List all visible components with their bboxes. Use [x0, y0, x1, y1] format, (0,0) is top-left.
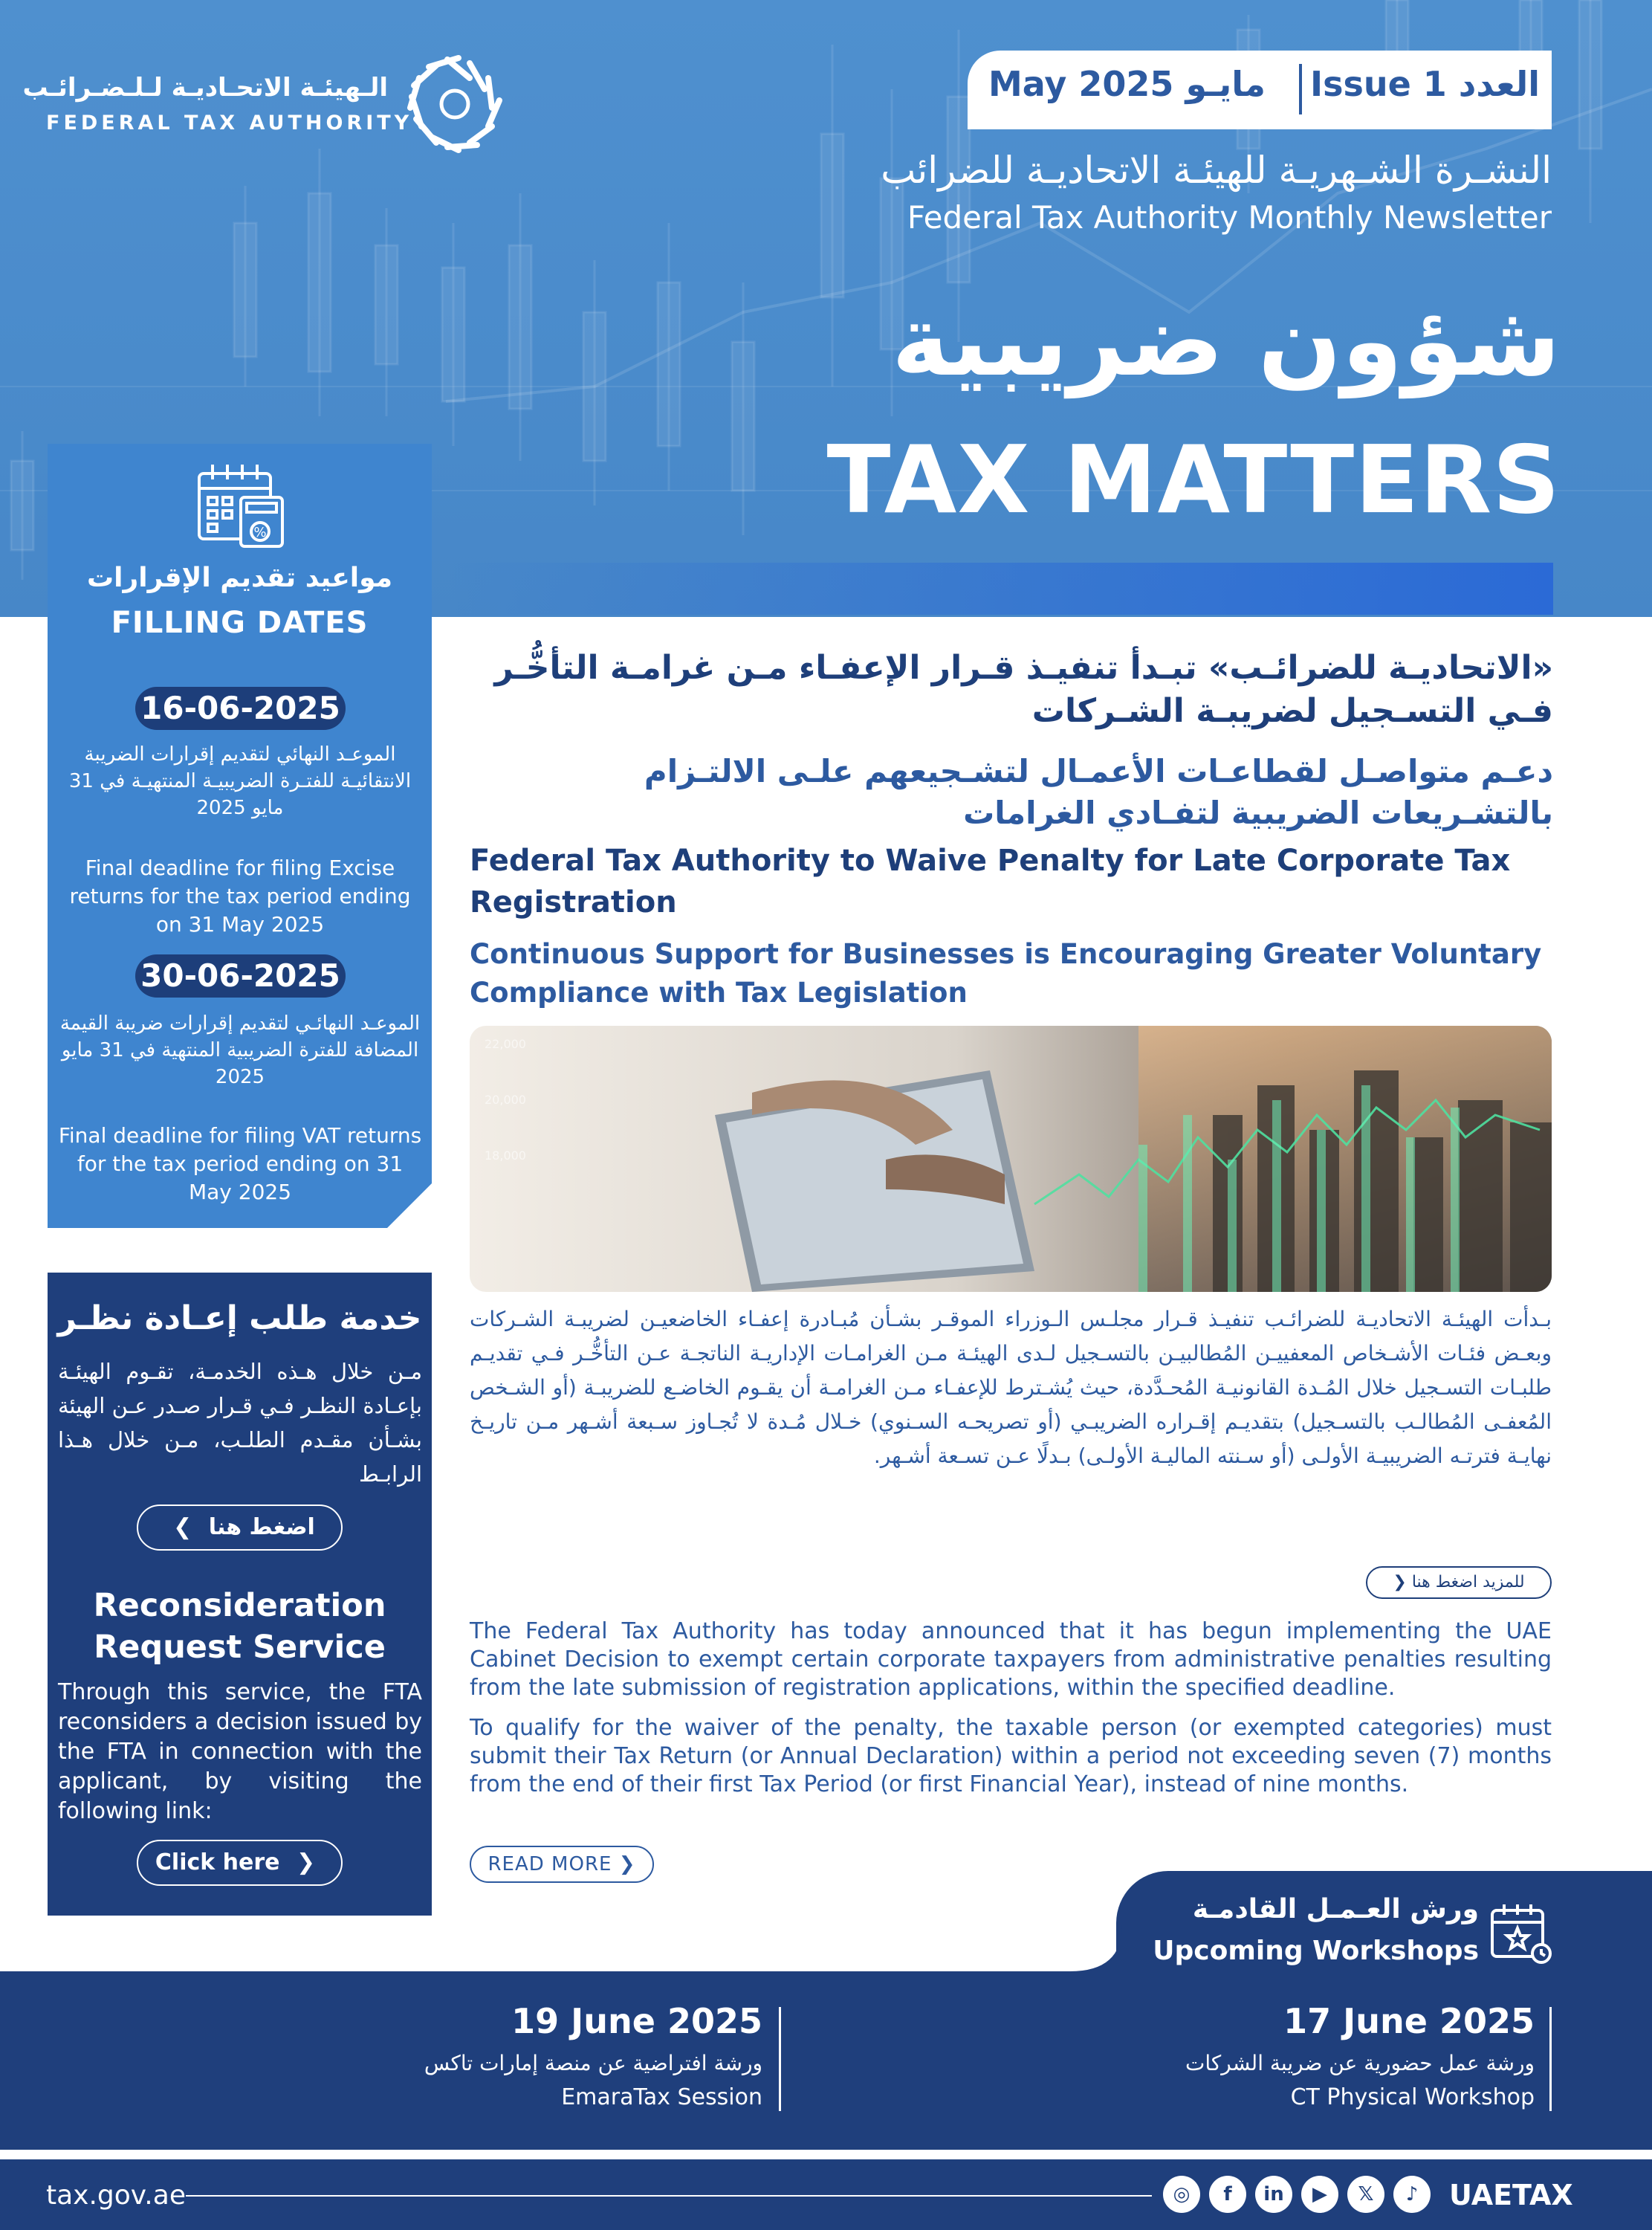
reconsideration-body-ar: مـن خلال هـذه الخدمـة، تقـوم الهيئـة بإعـادة النظـر فـي قـرار صـدر عـن الهيئة بشـأن مقـدم الطلـب، مـن خلال هـذا الرابـط: [58, 1359, 422, 1487]
chevron-left-icon: ❮: [173, 1514, 192, 1540]
reconsideration-title-ar: خدمة طلب إعـادة نظـر: [57, 1299, 422, 1337]
filing-text-en: Final deadline for filing Excise returns for the tax period ending on 31 May 2025: [69, 856, 411, 937]
issue-divider: [1299, 64, 1302, 114]
workshop-text-en: CT Physical Workshop: [1290, 2084, 1535, 2110]
article-body-en: The Federal Tax Authority has today announced that it has begun implementing the UAE Cabinet Decision to exempt certain corporate taxpayers from administrative penalties resulting from the late submission of registration applications, within the specified deadline.: [470, 1618, 1552, 1701]
workshop-text-en: EmaraTax Session: [561, 2084, 762, 2110]
x-icon[interactable]: 𝕏: [1347, 2176, 1384, 2213]
calendar-star-icon: [1488, 1900, 1555, 1967]
filing-date-badge: 30-06-2025: [135, 954, 346, 998]
workshop-text-ar: ورشة افتراضية عن منصة إمارات تاكس: [424, 2051, 762, 2075]
filing-dates-panel: [48, 444, 432, 1228]
calendar-calculator-icon: [195, 460, 287, 549]
tablet-finance-image: [470, 1026, 1552, 1292]
button-label-en: Click here: [155, 1849, 280, 1875]
newsletter-subtitle-en: Federal Tax Authority Monthly Newsletter: [907, 199, 1552, 236]
chevron-left-icon: ❮: [1393, 1573, 1407, 1591]
workshops-title-en: Upcoming Workshops: [1153, 1936, 1479, 1966]
click-here-ar-button[interactable]: [137, 1505, 343, 1551]
read-more-button[interactable]: [470, 1846, 654, 1883]
footer-rule: [186, 2195, 1152, 2197]
article-body-ar: بـدأت الهيئـة الاتحاديـة للضرائـب تنفيـذ قـرار مجلـس الـوزراء الموقـر بشـأن مُبـادرة إعفـاء الخاضعيـن لضريبـة الشـركات وبعـض فئـات الأشـخاص المعفييـن المُطالبيـن بالتسـجيل لـدى الهيئـة مـن الغرامـات الإداريـة الناتجـة عـن التأخُّـر فـي تقديـم طلبـات التسـجيل خلال المُـدة القانونيـة المُحـدَّدة، حيث يُشـترط للإعفـاء مـن الغرامـة أن يقـوم الخاضـع للضريبـة (أو الشـخص المُعفـى المُطالـب بالتسـجيل) بتقديـم إقـراره الضريبـي (أو تصريحـه السـنوي) خـلال مُـدة لا تُجـاوز سـبعة أشـهر مـن تاريـخ نهايـة فترتـه الضريبيـة الأولـى (أو سـنته الماليـة الأولـى) بـدلًا عـن تسـعة أشـهر.: [470, 1307, 1552, 1468]
workshop-date: 19 June 2025: [511, 2001, 762, 2041]
workshop-divider: [779, 2007, 781, 2111]
svg-text:%: %: [253, 525, 267, 540]
issue-number: العدد Issue 1: [1309, 64, 1540, 104]
article-photo: [470, 1026, 1552, 1292]
workshops-title-ar: ورش العـمـل القادمـة: [1192, 1894, 1479, 1924]
subheadline-en: Continuous Support for Businesses is Encouraging Greater Voluntary Compliance with Tax Legislation: [470, 938, 1542, 1009]
instagram-icon[interactable]: ◎: [1163, 2176, 1200, 2213]
newsletter-subtitle-ar: النشـرة الشـهريـة للهيئـة الاتحاديـة للضرائب: [881, 149, 1552, 192]
filing-title-en: FILLING DATES: [111, 606, 369, 640]
headline-ar: «الاتحاديـة للضرائـب» تبـدأ تنفيـذ قـرار الإعفـاء مـن غرامـة التأخُّـر فـي التسـجيل لضريبـة الشـركات: [494, 649, 1553, 730]
tiktok-icon[interactable]: ♪: [1393, 2176, 1431, 2213]
article-body-en: To qualify for the waiver of the penalty, the taxable person (or exempted categories) must submit their Tax Return (or Annual Declaration) within a period not exceeding seven (7) months from the end of their first Tax Period (or first Financial Year), instead of nine months.: [470, 1715, 1552, 1797]
filing-date-badge: 16-06-2025: [135, 687, 346, 730]
logo-text-en: FEDERAL TAX AUTHORITY: [46, 112, 413, 135]
photo-tick-label: 18,000: [485, 1148, 526, 1163]
photo-tick-label: 20,000: [485, 1093, 526, 1107]
footer: [0, 2159, 1652, 2230]
linkedin-icon[interactable]: in: [1255, 2176, 1292, 2213]
button-label: READ MORE: [487, 1853, 612, 1875]
workshop-divider: [1549, 2007, 1552, 2111]
youtube-icon[interactable]: ▶: [1301, 2176, 1338, 2213]
filing-text-ar: الموعـد النهائي لتقديم إقرارات الضريبة الانتقائيـة للفتـرة الضريبيـة المنتهيـة في 31 مايو 2025: [68, 743, 412, 819]
fta-emblem-icon: [403, 52, 507, 156]
social-handle: UAETAX: [1449, 2179, 1573, 2211]
button-label-ar: للمزيد اضغط هنا: [1411, 1573, 1525, 1591]
filing-text-ar: الموعـد النهائـي لتقديم إقرارات ضريبة القيمة المضافة للفترة الضريبية المنتهية في 31 مايو 2025: [59, 1012, 421, 1088]
website-link[interactable]: tax.gov.ae: [46, 2180, 186, 2211]
photo-tick-label: 22,000: [485, 1037, 526, 1051]
issue-date: May 2025 مايـو: [988, 64, 1266, 104]
filing-title-ar: مواعيد تقديم الإقرارات: [86, 563, 392, 593]
chevron-right-icon: ❯: [296, 1849, 316, 1875]
fta-logo[interactable]: [22, 52, 507, 149]
reconsideration-panel: [48, 1273, 432, 1916]
read-more-ar-button[interactable]: [1366, 1566, 1552, 1599]
subheadline-ar: دعـم متواصـل لقطاعـات الأعمـال لتشـجيعهم علـى الالتـزام بالتشـريعات الضريبية لتفـادي الغرامات: [644, 753, 1553, 831]
social-icons: [1163, 2176, 1431, 2213]
masthead-title-ar: شؤون ضريبية: [891, 284, 1561, 398]
workshops-tab-curve: [1040, 1925, 1122, 1977]
filing-text-en: Final deadline for filing VAT returns for the tax period ending on 31 May 2025: [58, 1123, 422, 1204]
click-here-button[interactable]: [137, 1840, 343, 1886]
title-accent-bar: [446, 563, 1553, 615]
facebook-icon[interactable]: f: [1209, 2176, 1246, 2213]
button-label-ar: اضغط هنا: [208, 1514, 315, 1540]
workshop-date: 17 June 2025: [1283, 2001, 1535, 2041]
headline-en: Federal Tax Authority to Waive Penalty for Late Corporate Tax Registration: [470, 844, 1511, 920]
panel-corner-cut: [387, 1183, 432, 1228]
masthead-title-en: TAX MATTERS: [826, 425, 1561, 534]
chevron-right-icon: ❯: [618, 1853, 636, 1875]
reconsideration-title-en: Reconsideration Request Service: [93, 1587, 386, 1666]
logo-text-ar: الـهيئـة الاتحـاديـة لـلـضـرائـب: [22, 73, 388, 103]
workshop-item: [317, 2001, 762, 2114]
reconsideration-body-en: Through this service, the FTA reconsiders a decision issued by the FTA in connection with the applicant, by visiting the following link:: [58, 1679, 422, 1824]
workshop-text-ar: ورشة عمل حضورية عن ضريبة الشركات: [1185, 2051, 1535, 2075]
workshop-item: [1089, 2001, 1535, 2114]
